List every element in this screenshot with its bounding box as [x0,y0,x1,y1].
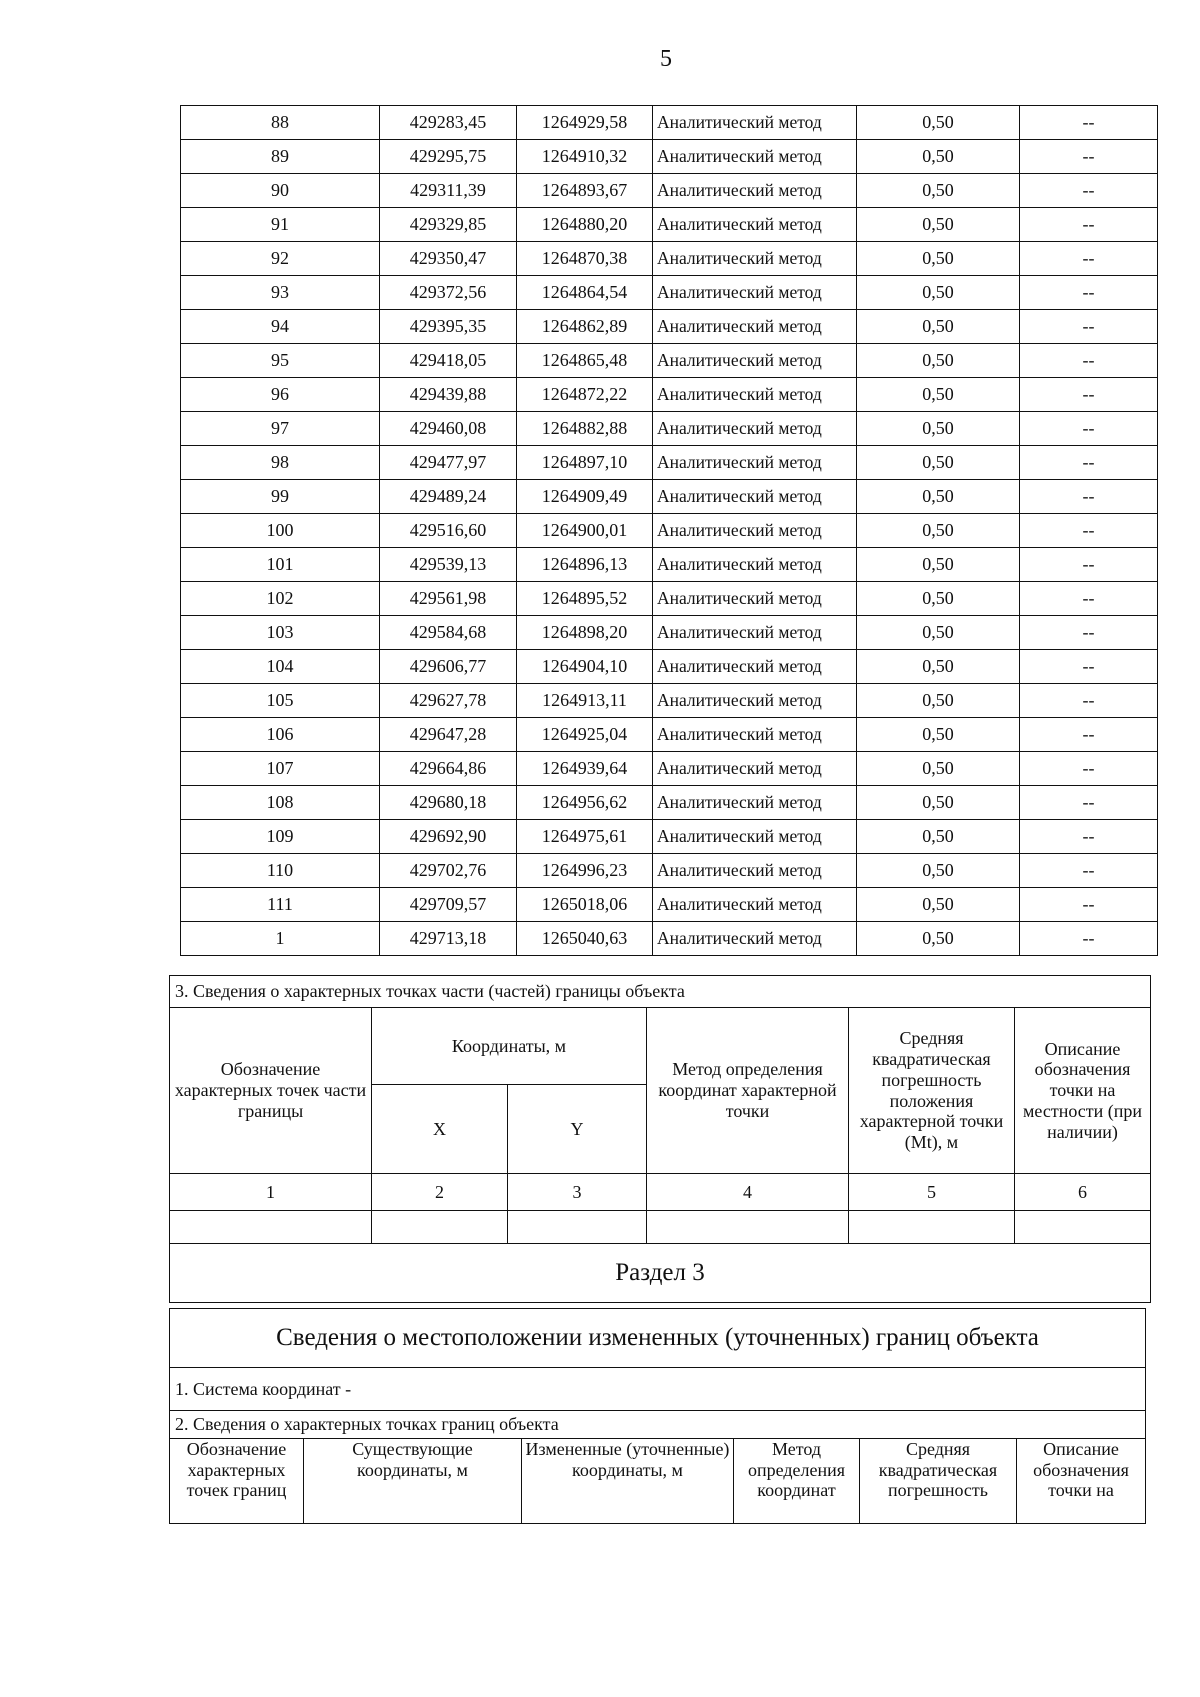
description: -- [1020,174,1158,208]
error-mt: 0,50 [857,854,1020,888]
method: Аналитический метод [653,208,857,242]
description: -- [1020,888,1158,922]
header-description: Описание обозначения точки на местности (при наличии) [1015,1008,1151,1174]
error-mt: 0,50 [857,548,1020,582]
coord-y: 1264897,10 [517,446,653,480]
description: -- [1020,922,1158,956]
description: -- [1020,548,1158,582]
error-mt: 0,50 [857,344,1020,378]
table-row [181,888,1158,922]
description: -- [1020,752,1158,786]
table-row [181,752,1158,786]
method: Аналитический метод [653,378,857,412]
table-row [181,650,1158,684]
table-row [181,718,1158,752]
error-mt: 0,50 [857,378,1020,412]
description: -- [1020,718,1158,752]
header-y: Y [508,1085,647,1174]
method: Аналитический метод [653,854,857,888]
table-row [181,480,1158,514]
coord-y: 1264865,48 [517,344,653,378]
empty-row [170,1211,1151,1244]
table-row [181,684,1158,718]
section-title: Раздел 3 [170,1244,1151,1303]
coord-x: 429647,28 [380,718,517,752]
coord-x: 429709,57 [380,888,517,922]
coord-y: 1264956,62 [517,786,653,820]
header-designation: Обозначение характерных точек границ [170,1439,304,1524]
coord-y: 1264909,49 [517,480,653,514]
error-mt: 0,50 [857,752,1020,786]
point-number: 97 [181,412,380,446]
description: -- [1020,310,1158,344]
method: Аналитический метод [653,106,857,140]
header-changed-coords: Измененные (уточненные) координаты, м [522,1439,734,1524]
coord-y: 1264862,89 [517,310,653,344]
part-points-table [169,975,1151,1303]
coord-y: 1264925,04 [517,718,653,752]
method: Аналитический метод [653,684,857,718]
method: Аналитический метод [653,718,857,752]
header-coords: Координаты, м [372,1008,647,1085]
point-number: 106 [181,718,380,752]
description: -- [1020,514,1158,548]
error-mt: 0,50 [857,922,1020,956]
error-mt: 0,50 [857,888,1020,922]
table-row [181,310,1158,344]
table-row [181,242,1158,276]
table-row [181,276,1158,310]
table-row [181,616,1158,650]
point-number: 108 [181,786,380,820]
error-mt: 0,50 [857,174,1020,208]
coord-x: 429584,68 [380,616,517,650]
table-row [181,820,1158,854]
method: Аналитический метод [653,344,857,378]
table-row [181,582,1158,616]
coord-x: 429350,47 [380,242,517,276]
method: Аналитический метод [653,174,857,208]
coord-x: 429477,97 [380,446,517,480]
table-row [181,548,1158,582]
description: -- [1020,242,1158,276]
table-row [181,378,1158,412]
table-row [181,446,1158,480]
description: -- [1020,446,1158,480]
point-number: 92 [181,242,380,276]
table-row [181,208,1158,242]
coord-x: 429664,86 [380,752,517,786]
point-number: 98 [181,446,380,480]
coord-x: 429713,18 [380,922,517,956]
coord-x: 429561,98 [380,582,517,616]
table-row [181,174,1158,208]
description: -- [1020,616,1158,650]
coord-x: 429460,08 [380,412,517,446]
point-number: 93 [181,276,380,310]
point-number: 95 [181,344,380,378]
part-points-title: 3. Сведения о характерных точках части (частей) границы объекта [170,976,1151,1008]
coord-x: 429395,35 [380,310,517,344]
coord-y: 1264893,67 [517,174,653,208]
point-number: 91 [181,208,380,242]
point-number: 94 [181,310,380,344]
coord-y: 1264895,52 [517,582,653,616]
point-number: 90 [181,174,380,208]
error-mt: 0,50 [857,208,1020,242]
error-mt: 0,50 [857,684,1020,718]
coord-x: 429283,45 [380,106,517,140]
coord-x: 429372,56 [380,276,517,310]
point-number: 103 [181,616,380,650]
column-number: 4 [647,1174,849,1211]
coord-y: 1264864,54 [517,276,653,310]
coord-x: 429516,60 [380,514,517,548]
column-number: 6 [1015,1174,1151,1211]
description: -- [1020,344,1158,378]
error-mt: 0,50 [857,140,1020,174]
point-number: 88 [181,106,380,140]
description: -- [1020,140,1158,174]
point-number: 111 [181,888,380,922]
description: -- [1020,854,1158,888]
coord-x: 429418,05 [380,344,517,378]
coord-x: 429439,88 [380,378,517,412]
method: Аналитический метод [653,548,857,582]
table-row [181,140,1158,174]
coord-x: 429489,24 [380,480,517,514]
method: Аналитический метод [653,446,857,480]
page-number: 5 [660,46,672,72]
column-number: 3 [508,1174,647,1211]
description: -- [1020,208,1158,242]
coord-y: 1264913,11 [517,684,653,718]
coord-y: 1265018,06 [517,888,653,922]
error-mt: 0,50 [857,650,1020,684]
description: -- [1020,582,1158,616]
header-description: Описание обозначения точки на [1017,1439,1146,1524]
point-number: 99 [181,480,380,514]
coord-x: 429606,77 [380,650,517,684]
error-mt: 0,50 [857,718,1020,752]
error-mt: 0,50 [857,786,1020,820]
description: -- [1020,480,1158,514]
table-row [181,514,1158,548]
coord-y: 1264880,20 [517,208,653,242]
coord-x: 429311,39 [380,174,517,208]
header-x: X [372,1085,508,1174]
description: -- [1020,412,1158,446]
point-number: 104 [181,650,380,684]
description: -- [1020,650,1158,684]
header-error: Средняя квадратическая погрешность [860,1439,1017,1524]
table-row [181,344,1158,378]
error-mt: 0,50 [857,106,1020,140]
error-mt: 0,50 [857,276,1020,310]
column-number: 2 [372,1174,508,1211]
method: Аналитический метод [653,412,857,446]
table-row [181,412,1158,446]
section-subtitle: Сведения о местоположении измененных (уточненных) границ объекта [170,1309,1146,1368]
description: -- [1020,106,1158,140]
section3-table [169,1308,1146,1524]
error-mt: 0,50 [857,446,1020,480]
method: Аналитический метод [653,786,857,820]
table-row [181,786,1158,820]
point-number: 100 [181,514,380,548]
error-mt: 0,50 [857,616,1020,650]
method: Аналитический метод [653,752,857,786]
header-error: Средняя квадратическая погрешность положения характерной точки (Mt), м [849,1008,1015,1174]
coord-x: 429692,90 [380,820,517,854]
method: Аналитический метод [653,140,857,174]
coord-x: 429295,75 [380,140,517,174]
method: Аналитический метод [653,888,857,922]
coord-y: 1264870,38 [517,242,653,276]
coord-y: 1265040,63 [517,922,653,956]
point-number: 101 [181,548,380,582]
coord-y: 1264929,58 [517,106,653,140]
point-number: 109 [181,820,380,854]
column-number: 5 [849,1174,1015,1211]
header-method: Метод определения координат [734,1439,860,1524]
table-row [181,106,1158,140]
method: Аналитический метод [653,820,857,854]
method: Аналитический метод [653,310,857,344]
method: Аналитический метод [653,514,857,548]
table-row [181,854,1158,888]
description: -- [1020,378,1158,412]
description: -- [1020,276,1158,310]
coord-x: 429329,85 [380,208,517,242]
method: Аналитический метод [653,276,857,310]
method: Аналитический метод [653,480,857,514]
point-number: 105 [181,684,380,718]
point-number: 110 [181,854,380,888]
coord-x: 429680,18 [380,786,517,820]
method: Аналитический метод [653,582,857,616]
coord-y: 1264975,61 [517,820,653,854]
error-mt: 0,50 [857,480,1020,514]
table-row [181,922,1158,956]
error-mt: 0,50 [857,820,1020,854]
header-designation: Обозначение характерных точек части границы [170,1008,372,1174]
description: -- [1020,786,1158,820]
coord-y: 1264996,23 [517,854,653,888]
column-number: 1 [170,1174,372,1211]
point-number: 107 [181,752,380,786]
coord-y: 1264910,32 [517,140,653,174]
header-existing-coords: Существующие координаты, м [304,1439,522,1524]
method: Аналитический метод [653,616,857,650]
point-number: 102 [181,582,380,616]
method: Аналитический метод [653,922,857,956]
coord-x: 429539,13 [380,548,517,582]
point-number: 89 [181,140,380,174]
coord-y: 1264896,13 [517,548,653,582]
points-title: 2. Сведения о характерных точках границ объекта [170,1411,1146,1439]
coord-y: 1264882,88 [517,412,653,446]
coord-y: 1264904,10 [517,650,653,684]
coord-x: 429627,78 [380,684,517,718]
error-mt: 0,50 [857,310,1020,344]
error-mt: 0,50 [857,514,1020,548]
error-mt: 0,50 [857,412,1020,446]
method: Аналитический метод [653,242,857,276]
error-mt: 0,50 [857,242,1020,276]
header-method: Метод определения координат характерной точки [647,1008,849,1174]
description: -- [1020,820,1158,854]
coord-y: 1264872,22 [517,378,653,412]
coord-system: 1. Система координат - [170,1368,1146,1411]
coord-x: 429702,76 [380,854,517,888]
point-number: 96 [181,378,380,412]
coord-y: 1264900,01 [517,514,653,548]
error-mt: 0,50 [857,582,1020,616]
point-number: 1 [181,922,380,956]
boundary-points-table [180,105,1158,956]
coord-y: 1264939,64 [517,752,653,786]
method: Аналитический метод [653,650,857,684]
coord-y: 1264898,20 [517,616,653,650]
description: -- [1020,684,1158,718]
